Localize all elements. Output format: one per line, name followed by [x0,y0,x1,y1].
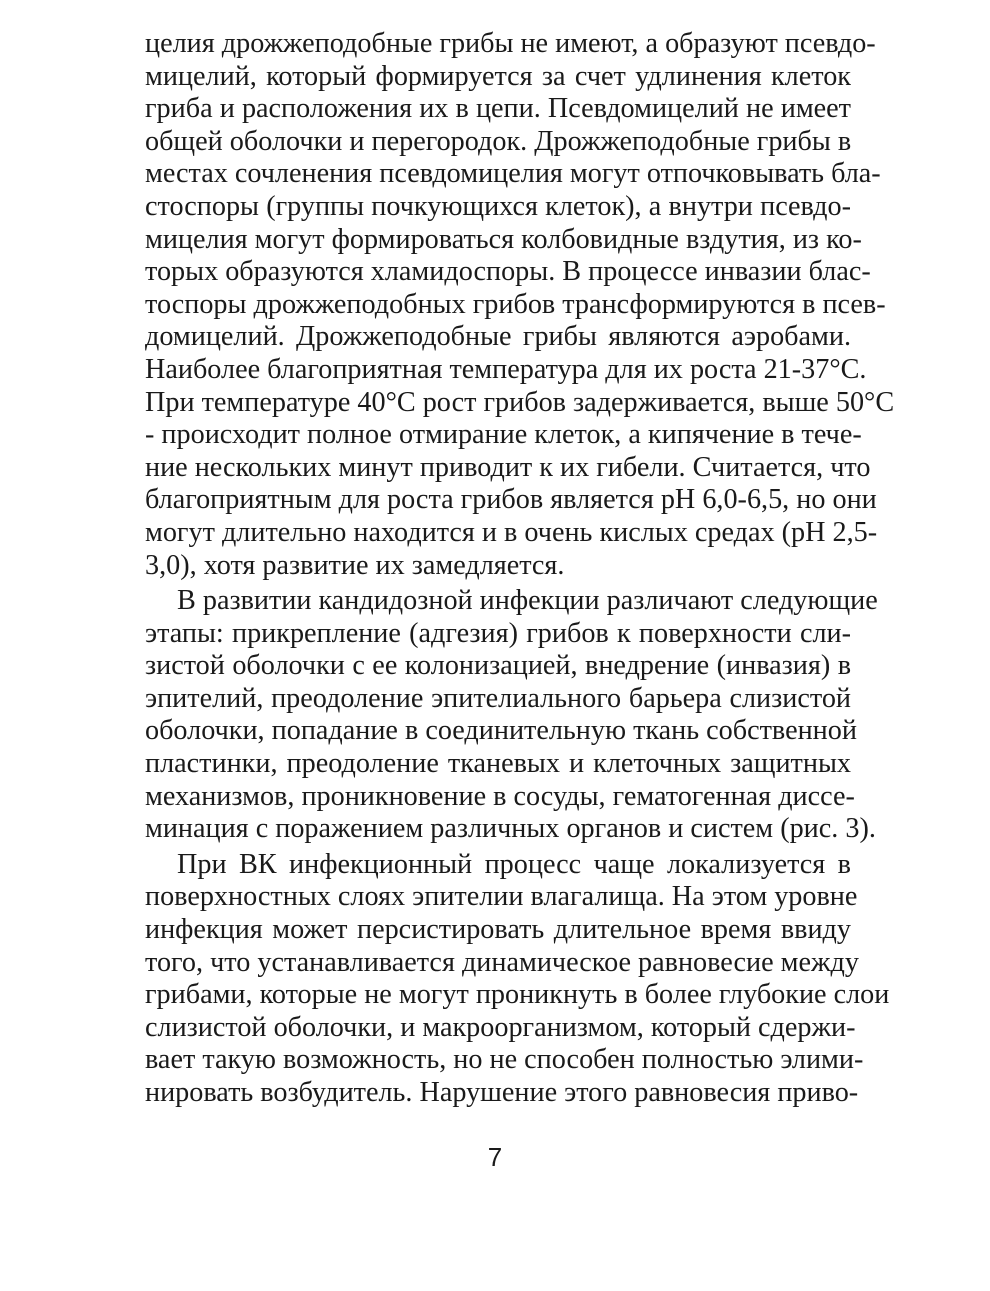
text-line: пластинки, преодоление тканевых и клеточных защитных [145,748,851,780]
text-line: 3,0), хотя развитие их замедляется. [145,549,565,581]
text-line: гриба и расположения их в цепи. Псевдомицелий не имеет [145,93,851,125]
text-line: благоприятным для роста грибов является рН 6,0-6,5, но они [145,484,877,516]
text-line: оболочки, попадание в соединительную ткань собственной [145,715,857,747]
text-line: - происходит полное отмирание клеток, а кипячение в тече- [145,419,862,451]
text-line: зистой оболочки с ее колонизацией, внедрение (инвазия) в [145,650,851,682]
paragraph-3 [145,848,890,1110]
text-line: эпителий, преодоление эпителиального барьера слизистой [145,682,851,714]
text-line: инфекция может персистировать длительное время ввиду [145,914,851,946]
text-line: минация с поражением различных органов и систем (рис. 3). [145,813,876,845]
page-number: 7 [487,1142,503,1172]
text-line: поверхностных слоях эпителии влагалища. На этом уровне [145,881,858,913]
text-line: общей оболочки и перегородок. Дрожжеподобные грибы в [145,125,852,157]
text-line: тоспоры дрожжеподобных грибов трансформируются в псев- [145,288,886,320]
text-line: торых образуются хламидоспоры. В процессе инвазии блас- [145,256,871,288]
text-line: этапы: прикрепление (адгезия) грибов к поверхности сли- [145,617,851,649]
text-line: грибами, которые не могут проникнуть в более глубокие слои [145,979,890,1011]
text-line: стоспоры (группы почкующихся клеток), а внутри псевдо- [145,190,851,222]
text-line: При ВК инфекционный процесс чаще локализуется в [177,848,851,880]
text-line: нировать возбудитель. Нарушение этого равновесия приво- [145,1077,859,1108]
page-body [145,28,895,1110]
paragraph-1 [145,28,895,582]
text-line: слизистой оболочки, и макроорганизмом, который сдержи- [145,1011,856,1043]
text-line: мицелий, который формируется за счет удлинения клеток [145,60,851,92]
paragraph-2 [145,585,878,846]
text-line: целия дрожжеподобные грибы не имеют, а образуют псевдо- [145,28,876,59]
text-line: могут длительно находится и в очень кислых средах (рН 2,5- [145,516,878,548]
text-line: механизмов, проникновение в сосуды, гематогенная диссе- [145,780,855,812]
text-line: ние нескольких минут приводит к их гибели. Считается, что [145,451,871,483]
text-line: того, что устанавливается динамическое равновесие между [145,946,859,978]
text-line: В развитии кандидозной инфекции различают следующие [177,585,878,617]
text-line: местах сочленения псевдомицелия могут отпочковывать бла- [145,158,881,190]
text-line: Наиболее благоприятная температура для их роста 21-37°С. [145,353,867,385]
text-line: При температуре 40°С рост грибов задерживается, выше 50°С [145,386,895,418]
text-line: домицелий. Дрожжеподобные грибы являются аэробами. [145,321,851,353]
text-line: вает такую возможность, но не способен полностью элими- [145,1044,864,1076]
text-line: мицелия могут формироваться колбовидные вздутия, из ко- [145,223,862,255]
